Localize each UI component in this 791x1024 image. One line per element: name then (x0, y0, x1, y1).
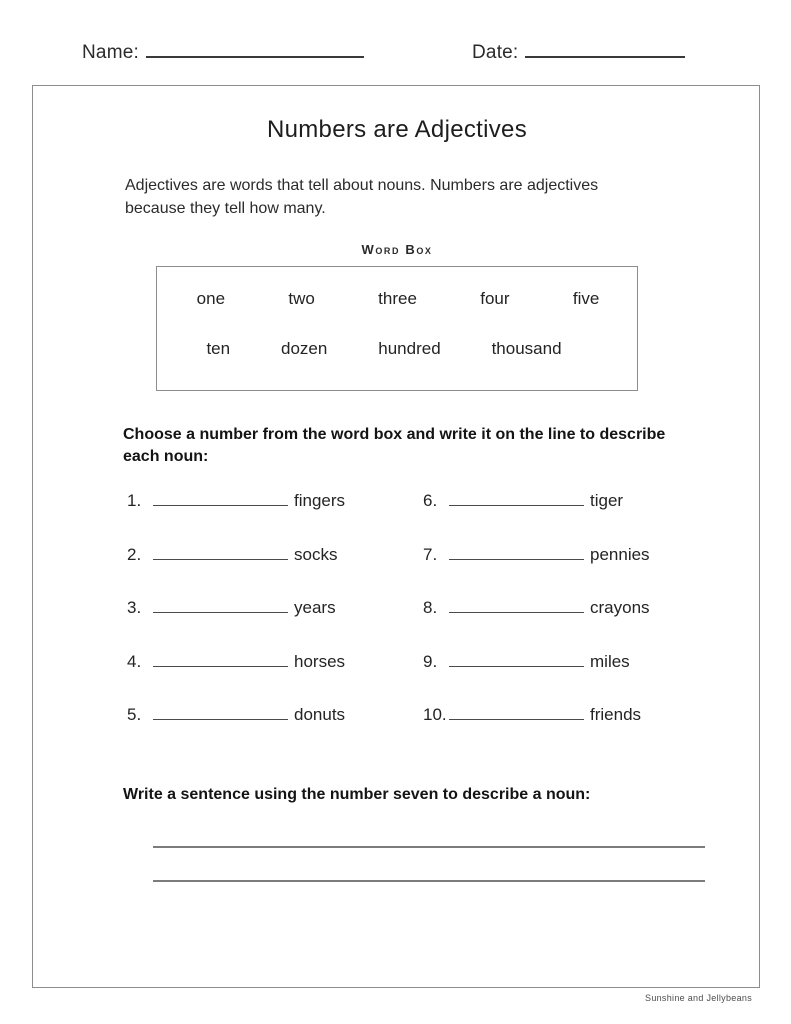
word-box-word: five (572, 289, 600, 308)
word-box-word: three (378, 289, 417, 308)
list-item[interactable] (423, 652, 650, 706)
items-column-right (423, 491, 650, 759)
item-noun: horses (294, 651, 346, 671)
item-number: 5. (127, 705, 142, 724)
item-write-line[interactable] (449, 492, 584, 506)
item-number: 9. (423, 651, 438, 671)
item-write-line[interactable] (449, 599, 584, 613)
item-number: 6. (423, 491, 438, 510)
word-box-word: ten (206, 339, 231, 358)
item-number: 7. (423, 544, 438, 564)
instruction-fill-in: Choose a number from the word box and write it on the line to describe each noun: (123, 426, 666, 466)
word-box-row-1 (157, 289, 639, 309)
word-box-word: hundred (378, 339, 441, 358)
page-title: Numbers are Adjectives (266, 116, 528, 143)
list-item[interactable] (423, 598, 650, 652)
word-box-word: four (480, 289, 510, 308)
item-noun: years (294, 598, 336, 617)
item-number: 8. (423, 598, 438, 617)
word-box-word: two (288, 289, 315, 308)
list-item[interactable] (127, 545, 345, 599)
list-item[interactable] (423, 705, 650, 759)
word-box-heading: Word Box (361, 242, 433, 257)
item-noun: tiger (590, 491, 624, 510)
item-noun: miles (590, 651, 630, 671)
word-box-row-2 (157, 339, 639, 359)
item-write-line[interactable] (449, 546, 584, 560)
date-label: Date: (472, 42, 519, 63)
worksheet-page-frame (32, 85, 760, 988)
item-write-line[interactable] (449, 706, 584, 720)
item-noun: donuts (294, 705, 346, 724)
list-item[interactable] (423, 491, 650, 545)
item-noun: pennies (590, 544, 650, 564)
item-write-line[interactable] (449, 653, 584, 667)
item-noun: friends (590, 705, 642, 724)
sentence-write-line-2[interactable] (153, 880, 705, 882)
item-noun: crayons (590, 598, 650, 617)
list-item[interactable] (127, 652, 345, 706)
intro-paragraph: Adjectives are words that tell about nouns. Numbers are adjectives because they tell how many. (125, 177, 599, 218)
item-write-line[interactable] (153, 492, 288, 506)
list-item[interactable] (127, 705, 345, 759)
sentence-write-line-1[interactable] (153, 846, 705, 848)
word-box (156, 266, 638, 391)
item-number: 3. (127, 598, 142, 617)
student-info-header (0, 42, 791, 72)
item-noun: socks (294, 544, 338, 564)
item-number: 2. (127, 544, 142, 564)
footer-credit: Sunshine and Jellybeans (645, 993, 752, 1003)
item-number: 4. (127, 651, 142, 671)
item-write-line[interactable] (153, 653, 288, 667)
item-number: 10. (423, 705, 447, 724)
item-write-line[interactable] (153, 706, 288, 720)
item-noun: fingers (294, 491, 346, 510)
list-item[interactable] (127, 598, 345, 652)
name-field[interactable] (82, 42, 364, 64)
name-write-line[interactable] (146, 42, 364, 58)
date-field[interactable] (472, 42, 685, 64)
word-box-word: thousand (491, 339, 562, 358)
name-label: Name: (82, 42, 139, 63)
word-box-word: one (196, 289, 226, 308)
item-write-line[interactable] (153, 546, 288, 560)
instruction-write-sentence: Write a sentence using the number seven to describe a noun: (123, 786, 591, 803)
word-box-word: dozen (281, 339, 328, 358)
list-item[interactable] (127, 491, 345, 545)
item-number: 1. (127, 491, 142, 510)
list-item[interactable] (423, 545, 650, 599)
date-write-line[interactable] (525, 42, 685, 58)
item-write-line[interactable] (153, 599, 288, 613)
items-column-left (127, 491, 345, 759)
